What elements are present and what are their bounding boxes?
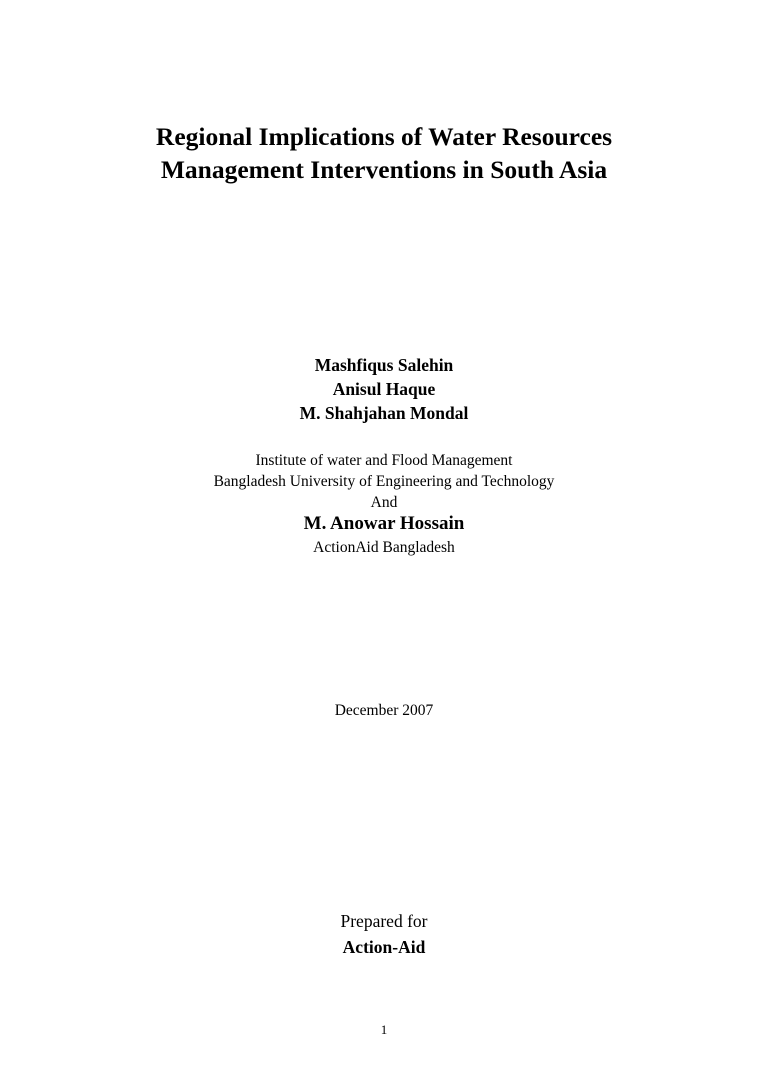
prepared-for-label: Prepared for: [340, 911, 428, 931]
author-affiliation: [0, 450, 768, 513]
document-title: [0, 120, 768, 186]
affiliation-conjunction: And: [370, 494, 398, 511]
title-line-2: Management Interventions in South Asia: [160, 155, 608, 184]
page-number: 1: [380, 1022, 388, 1037]
author-name: Anisul Haque: [332, 379, 436, 399]
affiliation-line-1: Institute of water and Flood Management: [255, 452, 513, 469]
author-list: [0, 353, 768, 425]
second-author-name: M. Anowar Hossain: [303, 513, 465, 534]
author-name: Mashfiqus Salehin: [314, 355, 454, 375]
prepared-for-organization: Action-Aid: [342, 937, 426, 957]
author-name: M. Shahjahan Mondal: [299, 403, 469, 423]
title-line-1: Regional Implications of Water Resources: [155, 122, 613, 151]
affiliation-line-2: Bangladesh University of Engineering and Technology: [213, 473, 555, 490]
document-date: December 2007: [334, 702, 434, 719]
second-author-organization: ActionAid Bangladesh: [313, 539, 455, 556]
prepared-for: [0, 908, 768, 960]
